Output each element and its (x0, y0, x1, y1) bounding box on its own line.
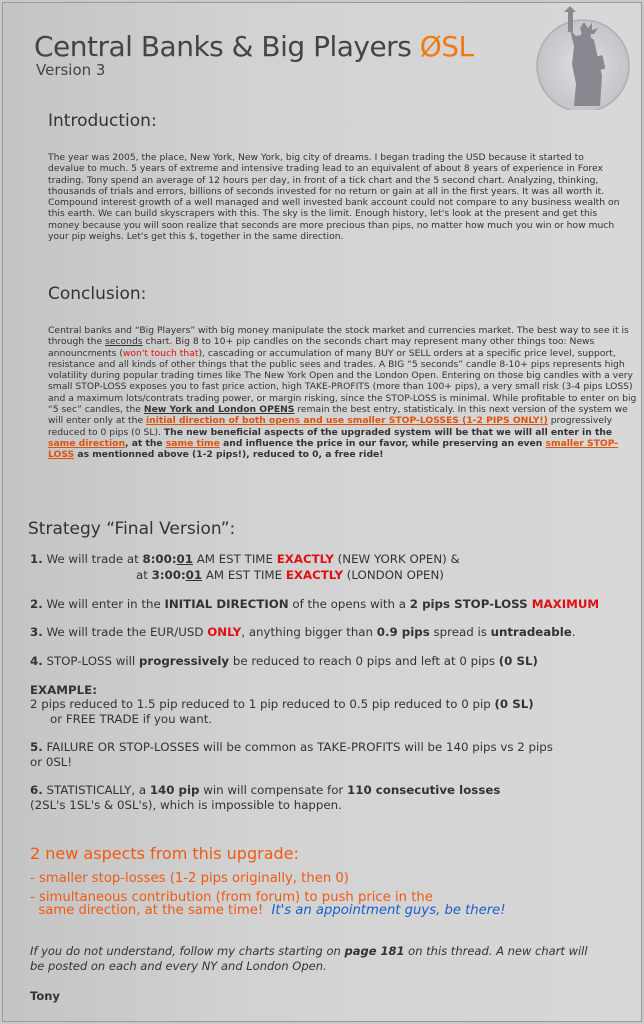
example-line-1: 2 pips reduced to 1.5 pip reduced to 1 pip reduced to 0.5 pip reduced to 0 pip (0 SL) (30, 697, 534, 711)
strategy-heading: Strategy “Final Version”: (28, 519, 236, 539)
rule-6-line-1: 6. STATISTICALLY, a 140 pip win will compensate for 110 consecutive losses (30, 783, 501, 797)
conclusion-heading: Conclusion: (48, 284, 147, 304)
rule-1-line-1: 1. We will trade at 8:00:01 AM EST TIME EXACTLY (NEW YORK OPEN) & (30, 552, 460, 566)
appointment-note: It's an appointment guys, be there! (271, 903, 506, 918)
aspects-heading: 2 new aspects from this upgrade: (30, 844, 299, 863)
introduction-heading: Introduction: (48, 111, 157, 131)
page-title: Central Banks & Big Players ØSL (34, 30, 474, 63)
rule-4: 4. STOP-LOSS will progressively be reduced to reach 0 pips and left at 0 pips (0 SL) (30, 654, 538, 668)
introduction-text: The year was 2005, the place, New York, New York, big city of dreams. I began trading the USD because it started to devalue to much. 5 years of extreme and intensive trading lead to an equivalent of about 8 years of experience in Forex trading. Tony spend an average of 12 hours per day, in front of a tick chart and the 5 second chart. Analyzing, thinking, thousands of trials and errors, billions of seconds invested for no return or gain at all in the first years. It was all worth it. Compound interest growth of a well managed and well invested bank account could not compare to any business wealth on this earth. We can build skyscrapers with this. The sky is the limit. Enough history, let's look at the present and get this money because you will soon realize that seconds are more precious than pips, no matter how much you win or how much your pip weighs. Let's get this $, together in the same direction. (48, 152, 620, 243)
rule-5-line-2: or 0SL! (30, 755, 73, 769)
aspect-2-line-1: - simultaneous contribution (from forum) to push price in the (30, 890, 433, 905)
statue-of-liberty-icon (528, 6, 638, 110)
title-accent: ØSL (419, 30, 474, 63)
conclusion-text: Central banks and “Big Players” with big money manipulate the stock market and currencies market. The best way to see it is through the seconds chart. Big 8 to 10+ pip candles on the seconds chart may represent many other things too: News announcments (won't touch that), cascading or accumulation of many BUY or SELL orders at a specific price level, support, resistance and all kinds of other things that the public sees and trades. A BIG “5 seconds” candle 8-10+ pips represents high volatility during popular trading times like The New York Open and the London Open. Entering on those big candles with a very small STOP-LOSS exposes you to fast price action, high TAKE-PROFITS (more than 100+ pips), a very small risk (3-4 pips LOSS) and a maximum lots/contrats trading power, or margin risking, since the STOP-LOSS is minimal. While profitable to enter on big “5 sec” candles, the New York and London OPENS remain the best entry, statisticaly. In this next version of the system we will enter only at the initial direction of both opens and use smaller STOP-LOSSES (1-2 PIPS ONLY!) progressively reduced to 0 pips (0 SL). The new beneficial aspects of the upgraded system will be that we will all enter in the same direction, at the same time and influence the price in our favor, while preserving an even smaller STOP-LOSS as mentionned above (1-2 pips!), reduced to 0, a free ride! (48, 325, 637, 461)
rule-1-line-2: at 3:00:01 AM EST TIME EXACTLY (LONDON OPEN) (136, 568, 444, 582)
rule-3: 3. We will trade the EUR/USD ONLY, anything bigger than 0.9 pips spread is untradeable. (30, 625, 576, 639)
aspect-1: - smaller stop-losses (1-2 pips originally, then 0) (30, 871, 349, 886)
version-label: Version 3 (36, 61, 106, 79)
signature: Tony (30, 989, 60, 1003)
example-line-2: or FREE TRADE if you want. (50, 712, 213, 726)
aspect-2-line-2: same direction, at the same time! It's an appointment guys, be there! (30, 903, 506, 918)
footer-note: If you do not understand, follow my charts starting on page 181 on this thread. A new chart will be posted on each and every NY and London Open. (30, 944, 588, 973)
rule-6-line-2: (2SL's 1SL's & 0SL's), which is impossible to happen. (30, 798, 342, 812)
rule-2: 2. We will enter in the INITIAL DIRECTION of the opens with a 2 pips STOP-LOSS MAXIMUM (30, 597, 600, 611)
example-label: EXAMPLE: (30, 683, 97, 697)
rule-5-line-1: 5. FAILURE OR STOP-LOSSES will be common as TAKE-PROFITS will be 140 pips vs 2 pips (30, 740, 553, 754)
